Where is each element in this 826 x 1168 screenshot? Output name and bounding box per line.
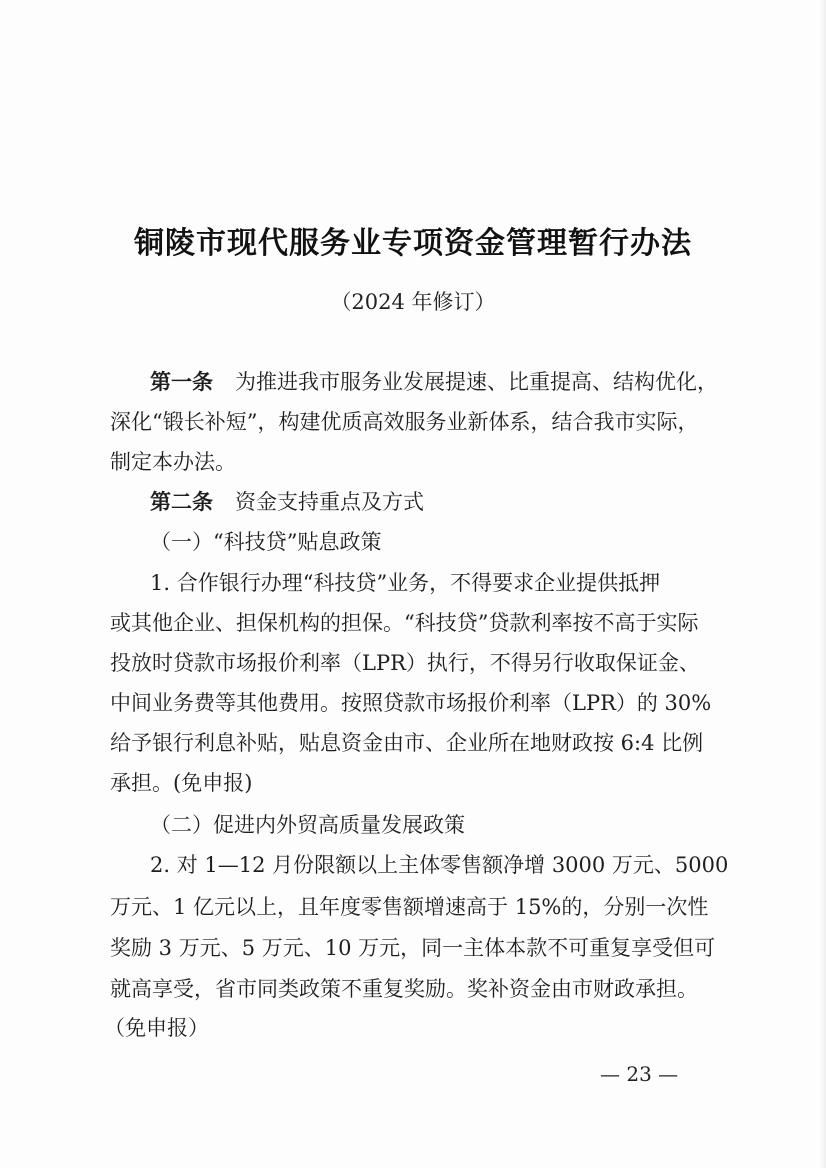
section1-item1-line-6: 承担。(免申报) bbox=[110, 771, 253, 795]
section2-item2-line-3: 奖励 3 万元、5 万元、10 万元，同一主体本款不可重复享受但可 bbox=[110, 936, 716, 960]
section2-item2-line-5: （免申报） bbox=[104, 1016, 209, 1040]
article2-line bbox=[150, 482, 720, 522]
article2-head: 第二条 bbox=[150, 490, 213, 514]
page-number: — 23 — bbox=[600, 1062, 679, 1086]
article1-head: 第一条 bbox=[150, 370, 213, 394]
article1-line-2: 深化“锻长补短”，构建优质高效服务业新体系，结合我市实际， bbox=[110, 410, 699, 434]
section2-item2-line-2: 万元、1 亿元以上，且年度零售额增速高于 15%的，分别一次性 bbox=[110, 895, 709, 919]
section1-item1-line-4: 中间业务费等其他费用。按照贷款市场报价利率（LPR）的 30% bbox=[110, 691, 712, 715]
section1-item1-line-2: 或其他企业、担保机构的担保。“科技贷”贷款利率按不高于实际 bbox=[110, 611, 699, 635]
section2-heading: （二）促进内外贸高质量发展政策 bbox=[150, 813, 465, 837]
article1-text-1: 为推进我市服务业发展提速、比重提高、结构优化， bbox=[235, 370, 718, 394]
article2-text: 资金支持重点及方式 bbox=[235, 490, 424, 514]
document-subtitle: （2024 年修订） bbox=[330, 290, 496, 314]
section1-item1-line-5: 给予银行利息补贴，贴息资金由市、企业所在地财政按 6:4 比例 bbox=[110, 731, 704, 755]
section1-item1-line-1: 1. 合作银行办理“科技贷”业务，不得要求企业提供抵押 bbox=[150, 571, 661, 595]
document-title: 铜陵市现代服务业专项资金管理暂行办法 bbox=[134, 226, 692, 261]
section2-item2-line-4: 就高享受，省市同类政策不重复奖励。奖补资金由市财政承担。 bbox=[110, 977, 698, 1001]
page-edge-shadow bbox=[820, 0, 826, 1168]
section1-item1-line-3: 投放时贷款市场报价利率（LPR）执行，不得另行收取保证金、 bbox=[110, 651, 700, 675]
article1-line-3: 制定本办法。 bbox=[110, 450, 236, 474]
section1-heading: （一）“科技贷”贴息政策 bbox=[150, 530, 382, 554]
section2-item2-line-1: 2. 对 1—12 月份限额以上主体零售额净增 3000 万元、5000 bbox=[150, 853, 729, 877]
article1-line-1 bbox=[150, 362, 720, 402]
